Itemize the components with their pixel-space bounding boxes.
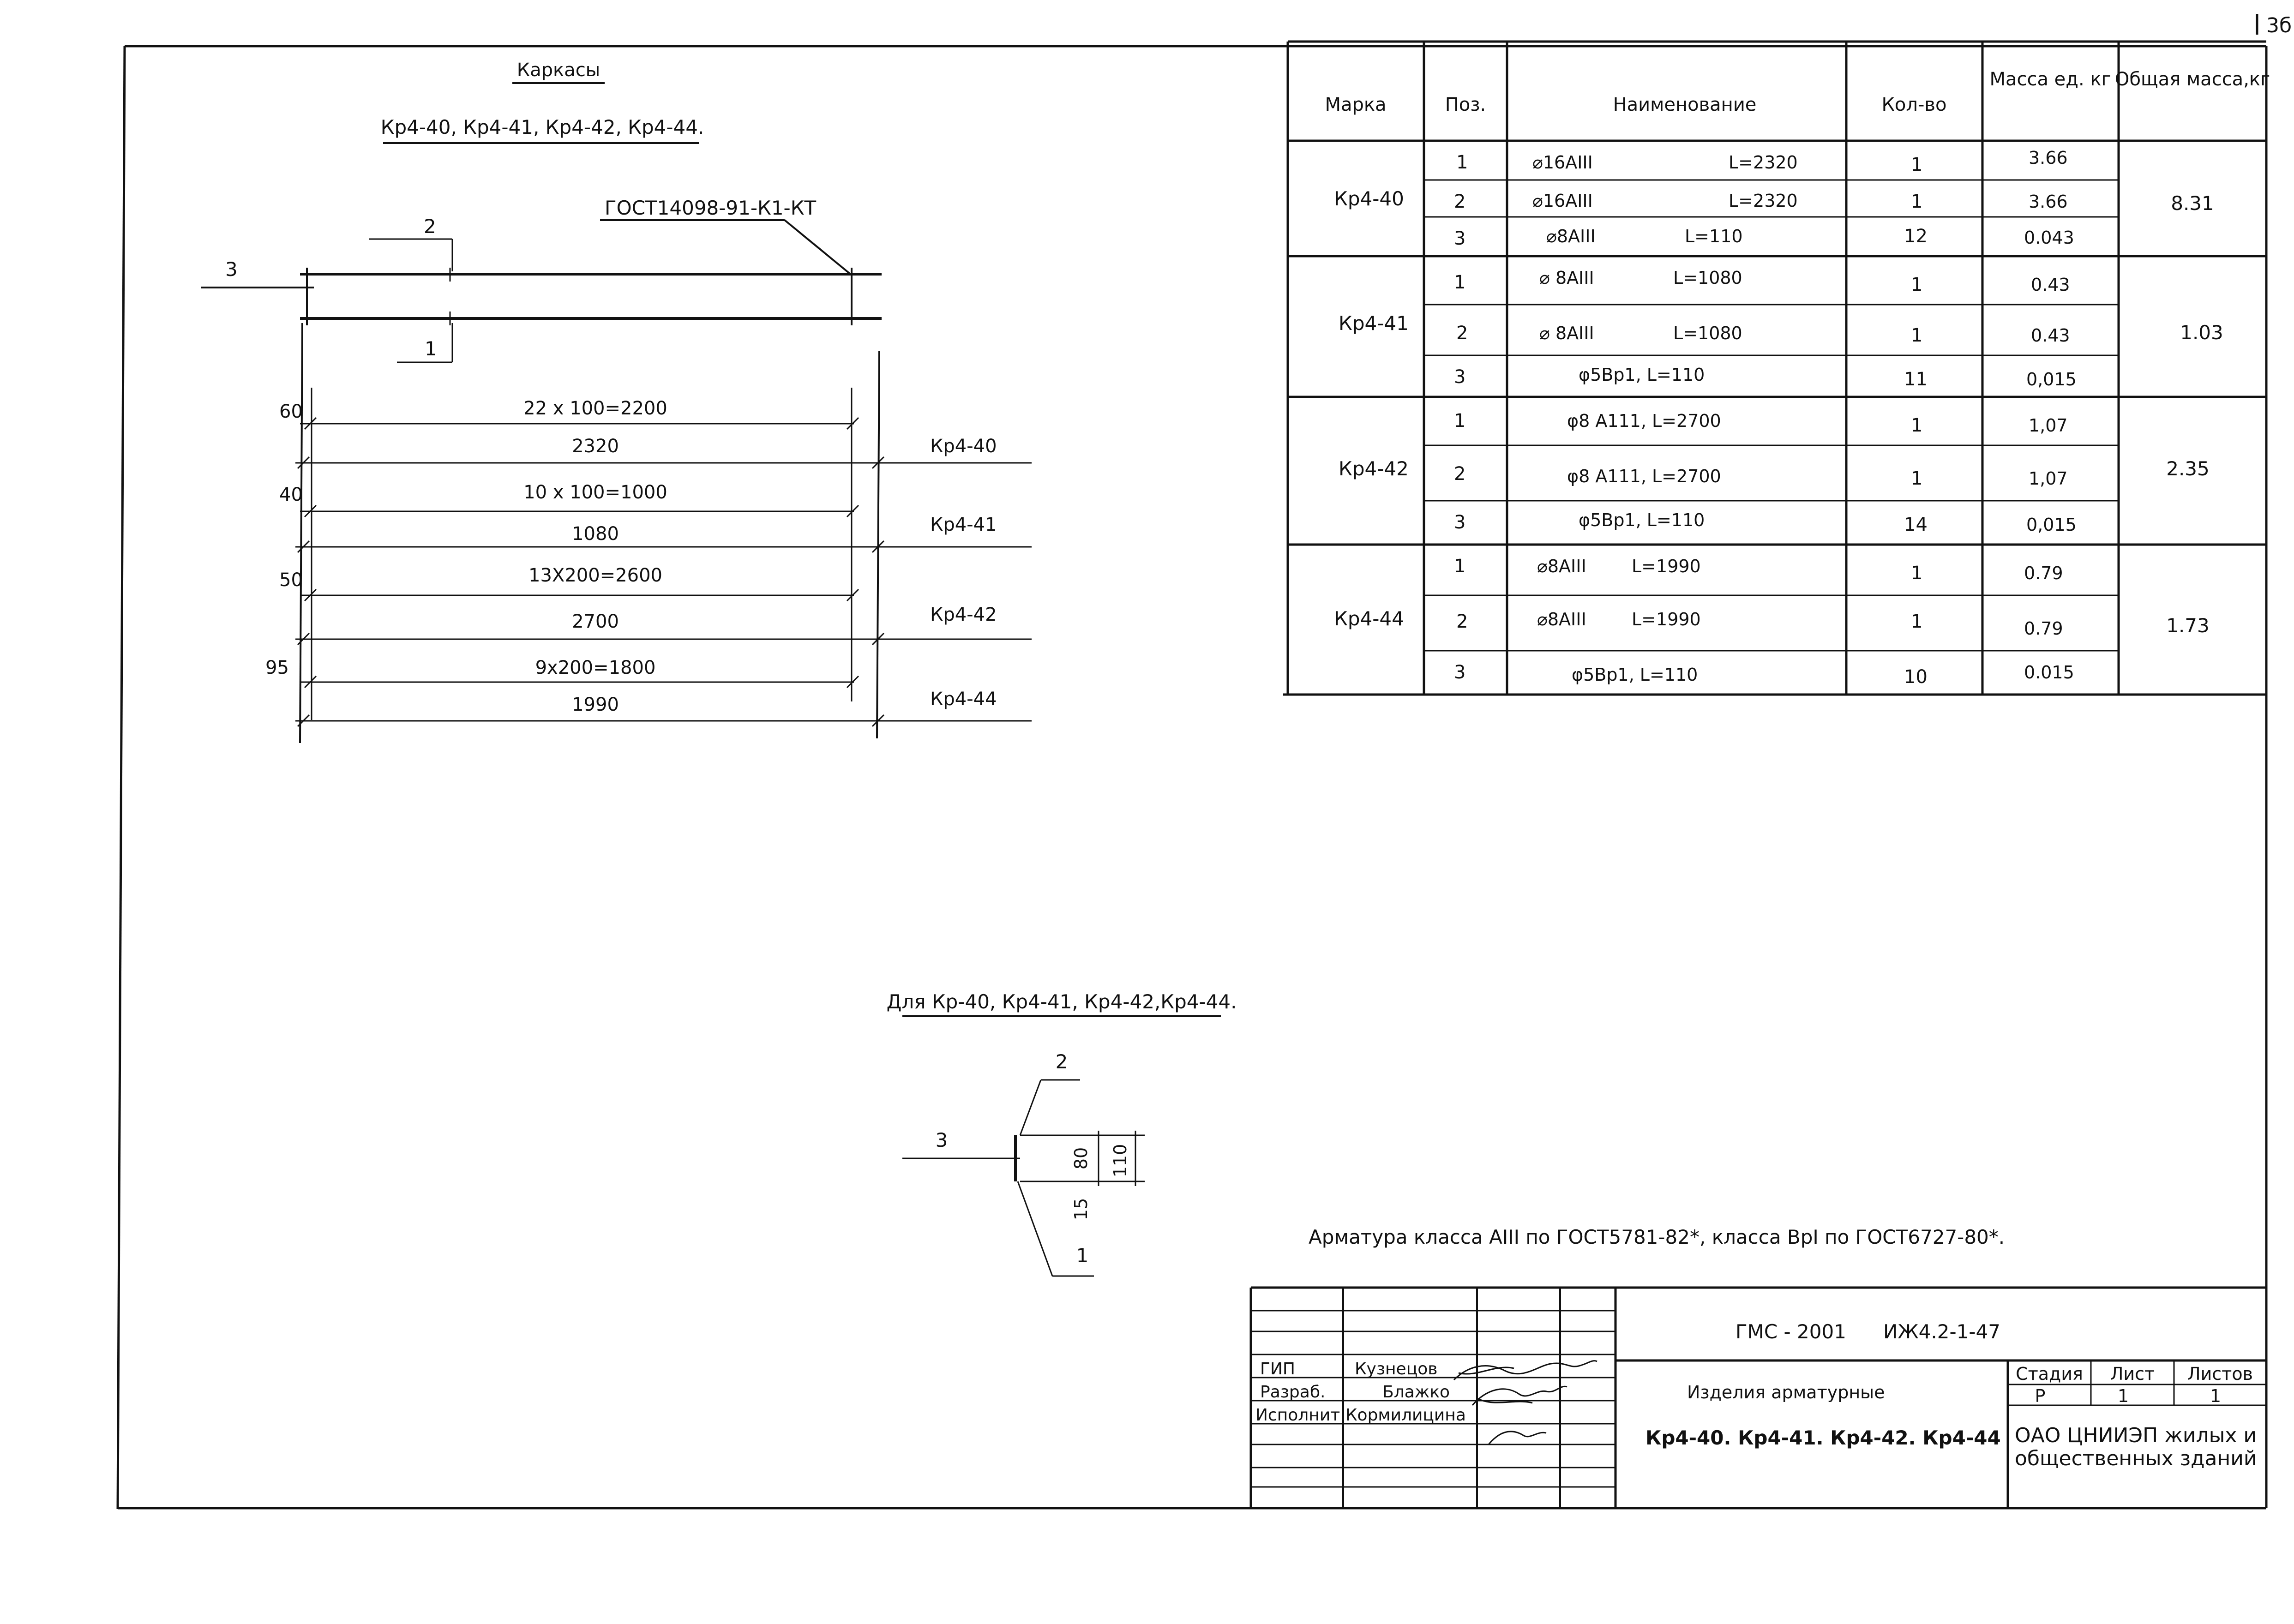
title-block (1251, 1288, 2266, 1508)
signature-developer (1472, 1386, 1567, 1405)
spec-mark: Кр4-44 (1334, 607, 1404, 630)
row-pos: 2 (1454, 191, 1466, 212)
row-mass: 0.43 (2031, 325, 2070, 346)
spec-header-name: Наименование (1613, 94, 1757, 115)
row-length: L=2320 (1729, 152, 1798, 173)
row-mass: 0.43 (2031, 275, 2070, 295)
row-length: L=1990 (1632, 609, 1701, 629)
row-pos: 1 (1456, 152, 1468, 173)
dimension-row-kr4-40 (279, 398, 1032, 463)
spec-mark: Кр4-41 (1339, 312, 1409, 335)
row-name: ⌀8AIII (1537, 556, 1586, 576)
section-label-2: 2 (1055, 1050, 1068, 1073)
page-corner-number: 3б (2266, 14, 2292, 37)
org-line-1: ОАО ЦНИИЭП жилых и (2015, 1424, 2257, 1447)
row-mass: 0,015 (2026, 369, 2077, 390)
frames-title: Каркасы (516, 60, 601, 81)
row-pos: 3 (1454, 662, 1466, 683)
spec-total: 2.35 (2166, 457, 2210, 480)
row-name: φ5Вр1, L=110 (1572, 665, 1698, 685)
dim-length: 1990 (572, 694, 619, 715)
dim-length: 1080 (572, 523, 619, 545)
role-executor: Исполнит. (1255, 1406, 1345, 1425)
dim-offset: 95 (265, 657, 289, 678)
row-qty: 1 (1911, 191, 1923, 212)
row-name: φ8 А111, L=2700 (1567, 411, 1721, 431)
row-pos: 2 (1456, 323, 1468, 344)
row-mass: 0.043 (2024, 228, 2074, 248)
spec-header-qty: Кол-во (1881, 94, 1947, 115)
dim-mark: Кр4-41 (930, 514, 997, 535)
product-type: Изделия арматурные (1687, 1382, 1885, 1402)
row-length: L=1080 (1673, 323, 1742, 343)
row-mass: 0.79 (2024, 618, 2063, 639)
dim-offset: 40 (279, 484, 303, 505)
dimension-row-kr4-41 (279, 482, 1032, 547)
row-mass: 0,015 (2026, 515, 2077, 535)
section-dim-110: 110 (1110, 1144, 1130, 1178)
dimension-row-kr4-42 (279, 565, 1032, 639)
dim-offset: 50 (279, 569, 303, 591)
row-pos: 3 (1454, 228, 1466, 249)
row-qty: 1 (1911, 611, 1923, 632)
product-marks: Кр4-40. Кр4-41. Кр4-42. Кр4-44 (1645, 1426, 2001, 1449)
weld-note: ГОСТ14098-91-К1-КТ (605, 197, 817, 219)
frame-pos-label-2: 2 (424, 215, 436, 238)
dim-offset: 60 (279, 401, 303, 422)
row-name: φ5Вр1, L=110 (1579, 510, 1705, 530)
spec-table (1283, 42, 2270, 695)
row-mass: 1,07 (2029, 415, 2068, 436)
table-row (1456, 323, 2070, 346)
table-row (1454, 463, 2068, 489)
code-left: ГМС - 2001 (1736, 1320, 1846, 1343)
row-name: ⌀16AIII (1532, 152, 1593, 173)
row-qty: 12 (1904, 226, 1928, 247)
table-row (1456, 148, 2068, 175)
sheet-value: 1 (2117, 1386, 2129, 1406)
role-developer: Разраб. (1260, 1383, 1326, 1402)
dim-mark: Кр4-40 (930, 436, 997, 457)
table-row (1454, 226, 2074, 249)
code-right: ИЖ4.2-1-47 (1883, 1320, 2000, 1343)
dim-spacing: 13X200=2600 (528, 565, 662, 586)
row-length: L=1080 (1673, 268, 1742, 288)
section-detail (887, 990, 1237, 1276)
row-pos: 2 (1454, 463, 1466, 485)
row-length: L=2320 (1729, 191, 1798, 211)
row-pos: 1 (1454, 410, 1466, 431)
spec-total: 8.31 (2171, 192, 2214, 215)
row-mass: 1,07 (2029, 468, 2068, 489)
spec-total: 1.73 (2166, 614, 2210, 637)
section-label-3: 3 (935, 1129, 948, 1151)
sheet-header: Лист (2110, 1364, 2155, 1384)
frame-pos-label-3: 3 (225, 258, 238, 281)
row-length: L=110 (1685, 226, 1743, 246)
row-qty: 1 (1911, 563, 1923, 584)
table-row (1454, 662, 2074, 688)
row-qty: 1 (1911, 274, 1923, 295)
section-label-1: 1 (1076, 1244, 1089, 1267)
table-row (1454, 410, 2068, 436)
row-length: L=1990 (1632, 556, 1701, 576)
row-pos: 3 (1454, 366, 1466, 388)
row-name: φ8 А111, L=2700 (1567, 466, 1721, 486)
section-dim-15: 15 (1071, 1198, 1091, 1221)
dim-length: 2700 (572, 611, 619, 632)
row-qty: 1 (1911, 325, 1923, 346)
row-pos: 2 (1456, 611, 1468, 632)
dim-spacing: 22 x 100=2200 (523, 398, 667, 419)
reinforcement-note: Арматура класса AIII по ГОСТ5781-82*, класса ВрI по ГОСТ6727-80*. (1309, 1226, 2005, 1248)
signature-executor (1489, 1432, 1546, 1444)
dim-mark: Кр4-42 (930, 604, 997, 625)
spec-mark: Кр4-40 (1334, 187, 1404, 210)
spec-header-mark: Марка (1325, 94, 1387, 115)
table-row (1454, 268, 2070, 295)
row-qty: 10 (1904, 666, 1928, 688)
section-title: Для Кр-40, Кр4-41, Кр4-42,Кр4-44. (886, 990, 1237, 1013)
dim-mark: Кр4-44 (930, 689, 997, 710)
row-qty: 1 (1911, 415, 1923, 436)
row-pos: 1 (1454, 556, 1466, 577)
table-row (1454, 191, 2068, 212)
row-pos: 3 (1454, 512, 1466, 533)
sheet-frame (118, 46, 2266, 1509)
org-line-2: общественных зданий (2015, 1447, 2257, 1470)
role-gip: ГИП (1260, 1360, 1295, 1378)
stage-value: Р (2035, 1386, 2046, 1406)
dim-length: 2320 (572, 436, 619, 457)
row-qty: 1 (1911, 154, 1923, 175)
spec-header-total-mass: Общая масса,кг (2114, 69, 2270, 90)
row-name: φ5Вр1, L=110 (1579, 365, 1705, 385)
spec-header-pos: Поз. (1445, 94, 1486, 115)
sheets-header: Листов (2187, 1364, 2253, 1384)
dim-spacing: 10 x 100=1000 (523, 482, 667, 503)
row-name: ⌀8AIII (1546, 226, 1596, 246)
table-row (1456, 609, 2063, 639)
section-dim-80: 80 (1071, 1147, 1091, 1170)
sheets-value: 1 (2210, 1386, 2222, 1406)
row-mass: 3.66 (2029, 148, 2068, 168)
row-qty: 14 (1904, 514, 1928, 535)
row-qty: 1 (1911, 468, 1923, 489)
row-name: ⌀ 8AIII (1539, 268, 1594, 288)
dimension-row-kr4-44 (265, 657, 1032, 721)
row-qty: 11 (1904, 369, 1928, 390)
table-row (1454, 556, 2063, 584)
spec-header-unit-mass: Масса ед. кг (1989, 69, 2111, 90)
row-pos: 1 (1454, 272, 1466, 293)
name-developer: Блажко (1382, 1383, 1450, 1402)
stage-header: Стадия (2016, 1364, 2083, 1384)
row-mass: 3.66 (2029, 192, 2068, 212)
row-mass: 0.79 (2024, 563, 2063, 583)
row-name: ⌀8AIII (1537, 609, 1586, 629)
row-mass: 0.015 (2024, 662, 2074, 683)
name-gip: Кузнецов (1355, 1360, 1438, 1378)
row-name: ⌀16AIII (1532, 191, 1593, 211)
frames-subtitle: Кр4-40, Кр4-41, Кр4-42, Кр4-44. (380, 116, 704, 138)
spec-total: 1.03 (2180, 321, 2223, 344)
dim-spacing: 9x200=1800 (535, 657, 656, 678)
name-executor: Кормилицина (1345, 1406, 1466, 1425)
frame-pos-label-1: 1 (425, 337, 437, 360)
spec-mark: Кр4-42 (1339, 457, 1409, 480)
row-name: ⌀ 8AIII (1539, 323, 1594, 343)
